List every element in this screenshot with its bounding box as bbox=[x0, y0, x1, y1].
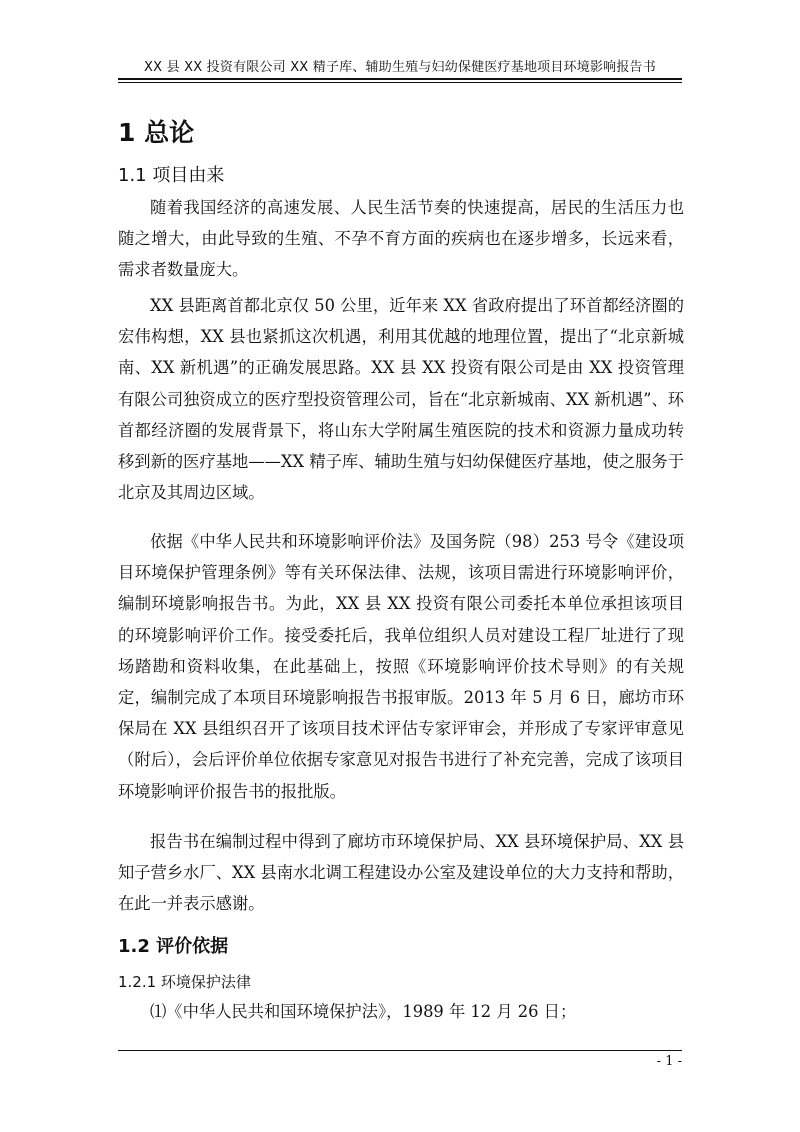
header-rule-thick bbox=[118, 78, 682, 80]
paragraph-1: 随着我国经济的高速发展、人民生活节奏的快速提高，居民的生活压力也随之增大，由此导致的生殖、不孕不育方面的疾病也在逐步增多，长远来看，需求者数量庞大。 bbox=[118, 198, 684, 280]
header-rule-thin bbox=[118, 82, 682, 83]
chapter-title: 1 总论 bbox=[118, 118, 195, 147]
footer-rule bbox=[118, 1050, 682, 1051]
paragraph-2: XX 县距离首都北京仅 50 公里，近年来 XX 省政府提出了环首都经济圈的宏伟构想，XX 县也紧抓这次机遇，利用其优越的地理位置，提出了“北京新城南、XX 新机遇”的正确发展思路。XX 县 XX 投资有限公司是由 XX 投资管理有限公司独资成立的医疗型投资管理公司，旨在“北京新城南、XX 新机遇”、环首都经济圈的发展背景下，将山东大学附属生殖医院的技术和资源力量成功转移到新的医疗基地——XX 精子库、辅助生殖与妇幼保健医疗基地，使之服务于北京及其周边区域。 bbox=[118, 296, 685, 503]
subsection-heading-1-2-1: 1.2.1 环境保护法律 bbox=[118, 973, 251, 991]
list-item: ⑴《中华人民共和国环境保护法》，1989 年 12 月 26 日； bbox=[150, 1002, 577, 1021]
paragraph-3: 依据《中华人民共和环境影响评价法》及国务院（98）253 号令《建设项目环境保护管理条例》等有关环保法律、法规，该项目需进行环境影响评价，编制环境影响报告书。为此，XX 县 XX 投资有限公司委托本单位承担该项目的环境影响评价工作。接受委托后，我单位组织人员对建设工程厂址进行了现场踏勘和资料收集，在此基础上，按照《环境影响评价技术导则》的有关规定，编制完成了本项目环境影响报告书报审版。2013 年 5 月 6 日，廊坊市环保局在 XX 县组织召开了该项目技术评估专家评审会，并形成了专家评审意见（附后），会后评价单位依据专家意见对报告书进行了补充完善，完成了该项目环境影响评价报告书的报批版。 bbox=[118, 532, 684, 801]
page-number: - 1 - bbox=[656, 1054, 682, 1069]
section-heading-1-1: 1.1 项目由来 bbox=[118, 165, 225, 186]
paragraph-4: 报告书在编制过程中得到了廊坊市环境保护局、XX 县环境保护局、XX 县知子营乡水厂、XX 县南水北调工程建设办公室及建设单位的大力支持和帮助，在此一并表示感谢。 bbox=[118, 832, 684, 914]
section-heading-1-2: 1.2 评价依据 bbox=[118, 936, 229, 957]
running-header-title: XX 县 XX 投资有限公司 XX 精子库、辅助生殖与妇幼保健医疗基地项目环境影响报告书 bbox=[144, 60, 656, 75]
